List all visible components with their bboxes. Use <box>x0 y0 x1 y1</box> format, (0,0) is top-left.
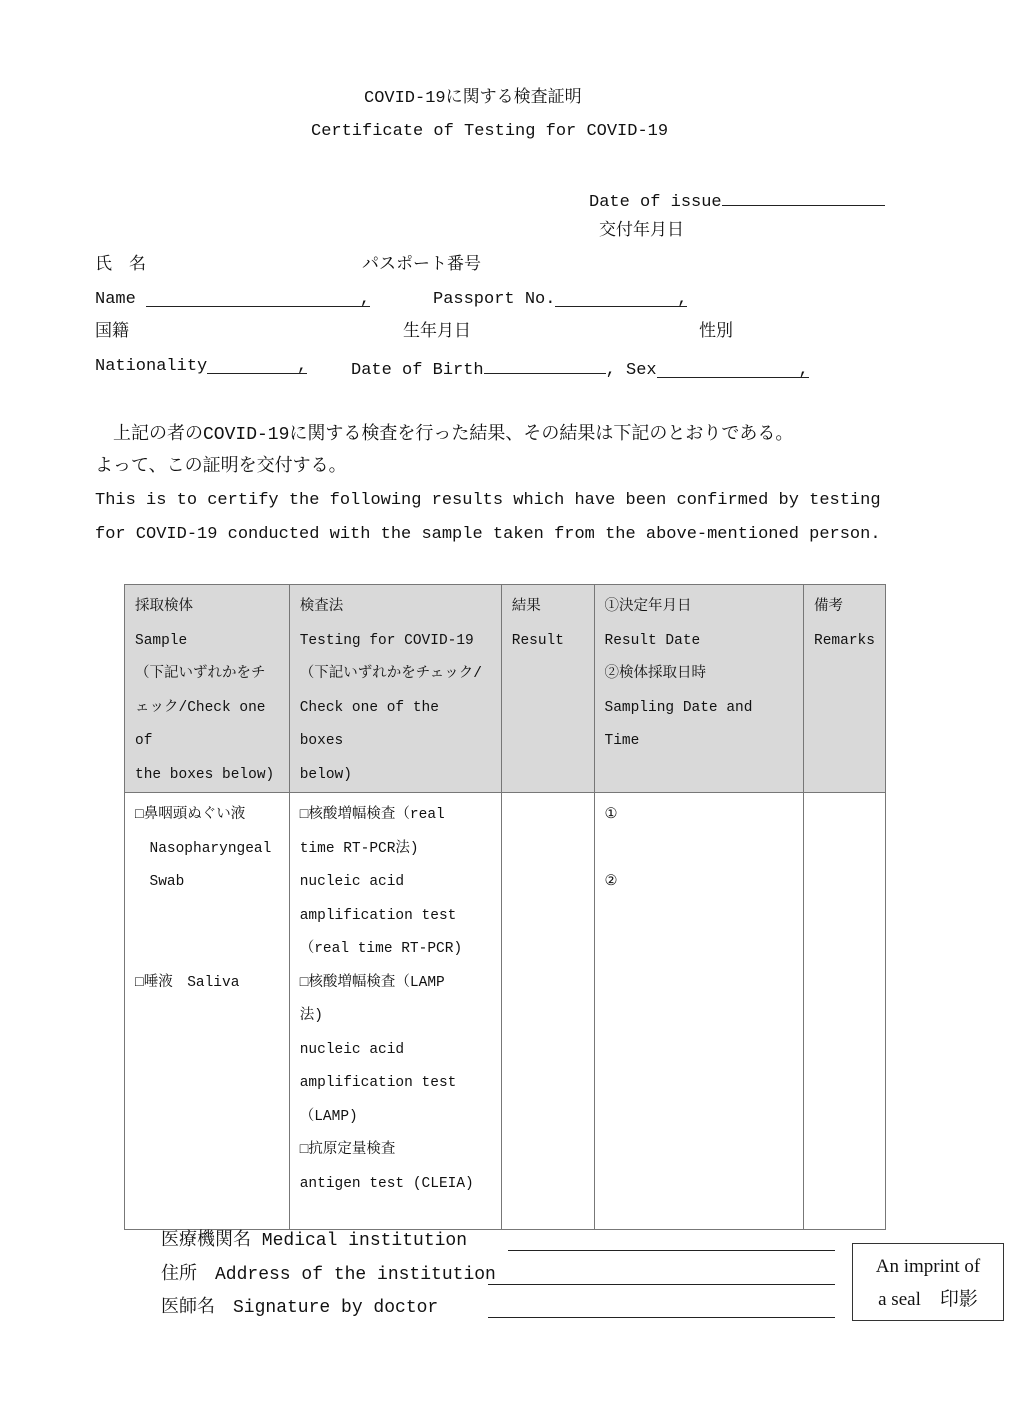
doctor-signature-line[interactable] <box>488 1317 835 1318</box>
header-line: ①決定年月日 <box>604 599 692 615</box>
method-text: nucleic acid <box>299 1041 405 1058</box>
name-blank[interactable] <box>146 290 370 307</box>
passport-blank[interactable] <box>555 290 687 307</box>
name-label: Name <box>95 290 136 309</box>
title-ja: COVID-19に関する検査証明 <box>364 89 582 108</box>
result-date-marker: ① <box>604 807 618 823</box>
header-line: （下記いずれかをチェック/ <box>299 666 482 682</box>
header-line: Remarks <box>814 632 875 649</box>
date-of-issue-label: Date of issue <box>589 193 722 212</box>
sample-text: Swab <box>135 874 185 890</box>
header-line: Result <box>511 632 564 649</box>
method-options[interactable] <box>289 793 501 1230</box>
method-text: antigen test (CLEIA) <box>299 1175 474 1192</box>
comma: , <box>297 357 308 376</box>
header-line: 備考 <box>814 599 844 615</box>
address-line[interactable] <box>488 1284 835 1285</box>
name-field <box>95 290 370 310</box>
header-line: Result Date <box>604 632 701 649</box>
title-en: Certificate of Testing for COVID-19 <box>311 122 669 141</box>
method-text: 法) <box>299 1008 323 1024</box>
checkbox-rt-pcr[interactable]: □核酸増幅検査（real <box>299 807 445 823</box>
header-line: ②検体採取日時 <box>604 666 706 682</box>
header-line: Testing for COVID-19 <box>299 632 474 649</box>
institution-label: 医療機関名 Medical institution <box>161 1231 468 1251</box>
method-text: amplification test <box>299 907 457 924</box>
header-line: （下記いずれかをチ <box>135 666 266 682</box>
nationality-label: Nationality <box>95 357 208 376</box>
statement-en-1: This is to certify the following results which have been confirmed by testing <box>95 491 881 510</box>
dob-ja-label: 生年月日 <box>403 323 471 342</box>
doctor-label: 医師名 Signature by doctor <box>161 1298 439 1318</box>
header-line: Sample <box>135 632 188 649</box>
remarks-cell[interactable] <box>804 793 886 1230</box>
name-ja-label: 氏 名 <box>95 256 146 275</box>
header-method <box>289 585 501 793</box>
nationality-blank[interactable] <box>207 357 307 374</box>
sex-label: Sex <box>626 361 657 380</box>
checkbox-cleia[interactable]: □抗原定量検査 <box>299 1142 396 1158</box>
method-text: amplification test <box>299 1075 457 1091</box>
header-sample <box>125 585 290 793</box>
sampling-date-marker: ② <box>604 874 618 890</box>
method-text: （LAMP) <box>299 1108 358 1125</box>
method-text: （real time RT-PCR) <box>299 941 463 957</box>
seal-text: a seal 印影 <box>878 1289 978 1310</box>
comma: , <box>359 290 371 309</box>
method-text: nucleic acid <box>299 874 405 890</box>
dob-label: Date of Birth <box>351 361 484 380</box>
date-of-issue-ja: 交付年月日 <box>599 222 684 241</box>
dob-field <box>351 357 809 381</box>
checkbox-saliva[interactable]: □唾液 Saliva <box>135 974 240 991</box>
header-line: Check one of the boxes <box>299 699 439 749</box>
passport-label: Passport No. <box>433 290 556 309</box>
header-line: 検査法 <box>299 599 344 615</box>
sex-ja-label: 性別 <box>699 323 733 342</box>
date-cell[interactable] <box>594 793 804 1230</box>
statement-ja-2: よって、この証明を交付する。 <box>95 457 347 477</box>
date-of-issue <box>589 189 885 213</box>
method-text: time RT-PCR法) <box>299 840 419 857</box>
header-line: the boxes below) <box>135 766 275 783</box>
comma: , <box>605 361 616 380</box>
statement-en-2: for COVID-19 conducted with the sample taken from the above-mentioned person. <box>95 525 881 544</box>
address-label: 住所 Address of the institution <box>161 1265 496 1285</box>
header-line: 採取検体 <box>135 599 193 615</box>
table-body-row <box>125 793 886 1230</box>
sample-options[interactable] <box>125 793 290 1230</box>
header-date <box>594 585 804 793</box>
comma: , <box>677 290 688 309</box>
header-line: 結果 <box>511 599 541 615</box>
sex-blank[interactable] <box>657 361 809 378</box>
comma: , <box>798 361 809 380</box>
dob-blank[interactable] <box>484 357 606 374</box>
result-cell[interactable] <box>501 793 594 1230</box>
passport-ja-label: パスポート番号 <box>362 256 481 275</box>
statement-ja-1: 上記の者のCOVID-19に関する検査を行った結果、その結果は下記のとおりである。 <box>95 425 794 445</box>
date-of-issue-blank[interactable] <box>722 189 885 206</box>
results-table <box>124 584 886 1230</box>
table-header-row <box>125 585 886 793</box>
sample-text: Nasopharyngeal <box>135 840 272 857</box>
checkbox-nasopharyngeal[interactable]: □鼻咽頭ぬぐい液 <box>135 807 246 823</box>
checkbox-lamp[interactable]: □核酸増幅検査（LAMP <box>299 974 445 991</box>
nationality-ja-label: 国籍 <box>95 323 129 342</box>
header-line: Sampling Date and Time <box>604 699 753 749</box>
seal-text: An imprint of <box>875 1256 981 1277</box>
passport-field <box>433 290 687 310</box>
nationality-field <box>95 357 307 377</box>
header-remarks <box>804 585 886 793</box>
header-line: below) <box>299 766 352 783</box>
header-result <box>501 585 594 793</box>
seal-box <box>852 1243 1004 1321</box>
institution-line[interactable] <box>508 1250 835 1251</box>
header-line: ェック/Check one of <box>135 699 266 749</box>
